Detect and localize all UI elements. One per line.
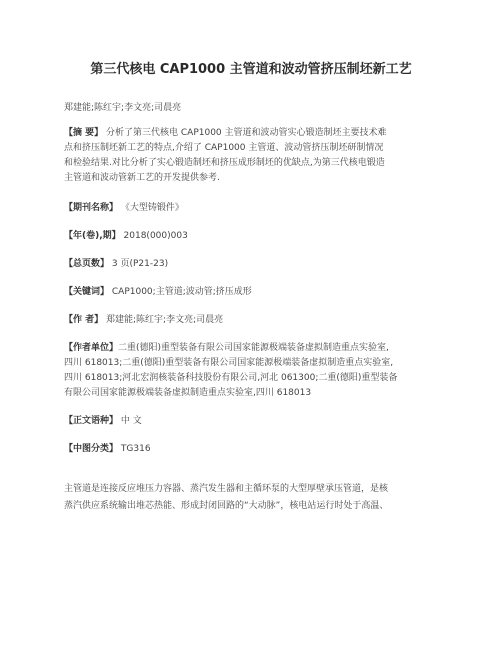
abstract-line-4: 主管道和波动管新工艺的开发提供参考. — [64, 173, 220, 183]
abstract-text-1: 分析了第三代核电 CAP1000 主管道和波动管实心锻造制坯主要技术难 — [106, 128, 387, 138]
language-field — [64, 414, 438, 429]
affiliation-line-3: 四川 618013;河北宏润核装备科技股份有限公司,河北 061300;二重(德阳)重型装备 — [64, 373, 398, 383]
abstract-line-3: 和检验结果.对比分析了实心锻造制坯和挤压成形制坯的优缺点,为第三代核电锻造 — [64, 158, 385, 168]
keywords-label: 【关键词】 — [64, 287, 110, 297]
author-list: 郑建能;陈红宇;李文亮;司晨亮 — [64, 103, 182, 113]
pages-value: 3 页(P21-23) — [111, 259, 169, 269]
pages-label: 【总页数】 — [64, 259, 110, 269]
affiliation-text-1: 二重(德阳)重型装备有限公司国家能源极端装备虚拟制造重点实验室, — [118, 343, 389, 353]
keywords-field — [64, 285, 438, 300]
authors-value: 郑建能;陈红宇;李文亮;司晨亮 — [106, 315, 224, 325]
body-line-1: 主管道是连接反应堆压力容器、蒸汽发生器和主循环泵的大型厚壁承压管道，是核 — [64, 484, 389, 494]
affiliation-line-2: 四川 618013;二重(德阳)重型装备有限公司国家能源极端装备虚拟制造重点实验室, — [64, 358, 394, 368]
issue-field — [64, 229, 438, 244]
body-line-2: 蒸汽供应系统输出堆芯热能、形成封闭回路的“大动脉”，核电站运行时处于高温、 — [64, 501, 389, 511]
language-value: 中 文 — [120, 416, 142, 426]
classification-label: 【中图分类】 — [64, 444, 119, 454]
journal-label: 【期刊名称】 — [64, 203, 119, 213]
body-paragraph — [64, 481, 438, 515]
pages-field — [64, 257, 438, 272]
classification-value: TG316 — [120, 444, 151, 454]
affiliation-line-1 — [64, 341, 438, 356]
affiliation-label: 【作者单位】 — [64, 343, 119, 353]
document-title: 第三代核电 CAP1000 主管道和波动管挤压制坯新工艺 — [90, 62, 412, 77]
abstract-section — [64, 126, 438, 186]
affiliation-line-4: 有限公司国家能源极端装备虚拟制造重点实验室,四川 618013 — [64, 388, 312, 398]
journal-value: 《大型铸锻件》 — [120, 203, 184, 213]
abstract-line-1 — [64, 126, 438, 141]
journal-field — [64, 201, 438, 216]
classification-field — [64, 442, 438, 457]
language-label: 【正文语种】 — [64, 416, 119, 426]
issue-label: 【年(卷),期】 — [64, 231, 121, 241]
abstract-label: 【摘 要】 — [64, 128, 104, 138]
issue-value: 2018(000)003 — [123, 231, 188, 241]
abstract-line-2: 点和挤压制坯新工艺的特点,介绍了 CAP1000 主管道、波动管挤压制坯研制情况 — [64, 143, 384, 153]
keywords-value: CAP1000;主管道;波动管;挤压成形 — [111, 287, 252, 297]
affiliation-section — [64, 341, 438, 401]
authors-field — [64, 313, 438, 328]
authors-label: 【作 者】 — [64, 315, 104, 325]
